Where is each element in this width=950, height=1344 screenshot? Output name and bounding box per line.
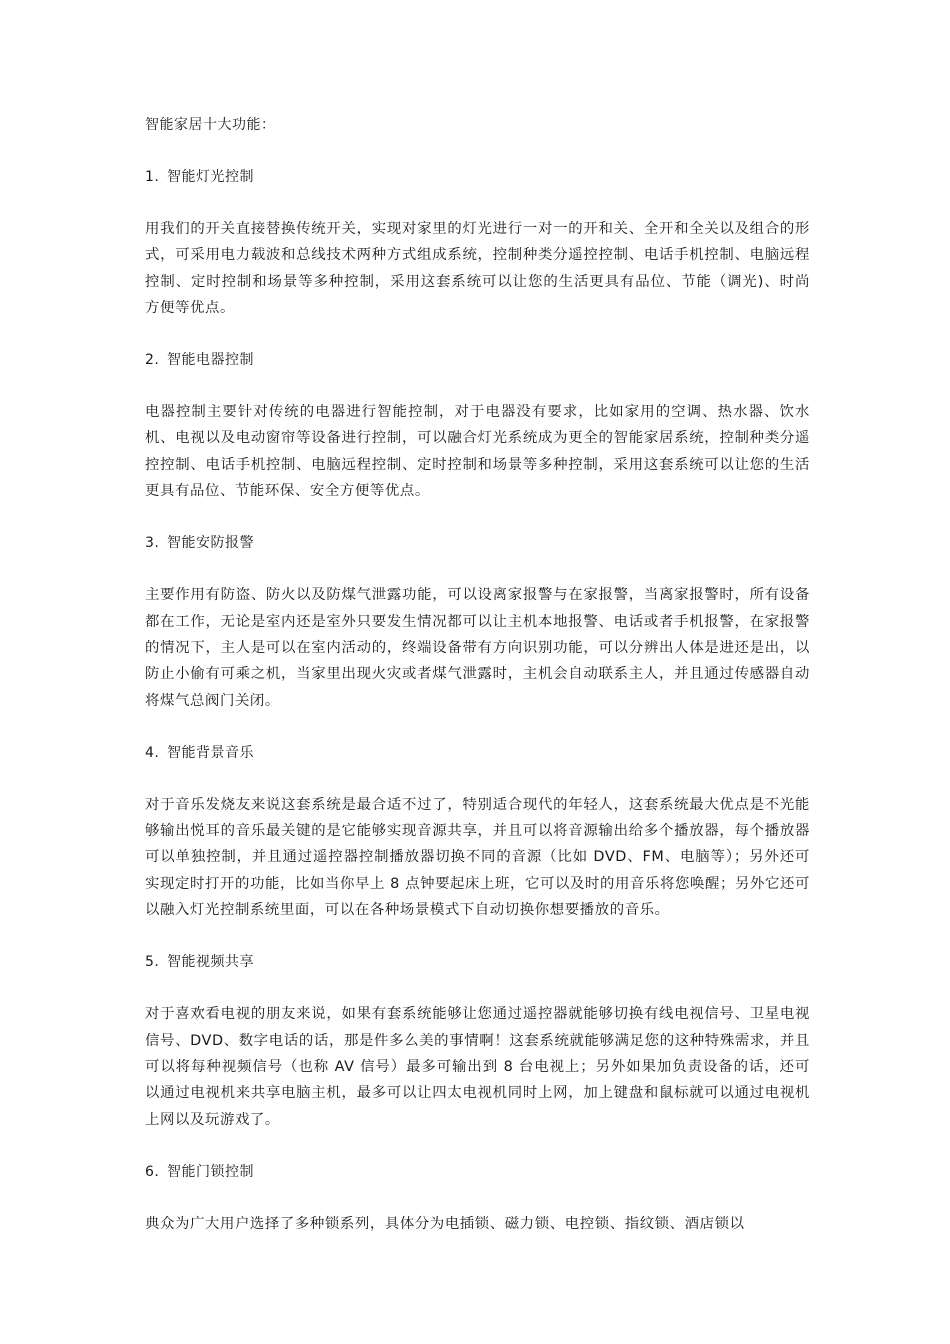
section-number: 2. <box>145 352 160 369</box>
section-background-music <box>145 740 810 923</box>
section-body: 电器控制主要针对传统的电器进行智能控制，对于电器没有要求，比如家用的空调、热水器、饮水机、电视以及电动窗帘等设备进行控制，可以融合灯光系统成为更全的智能家居系统，控制种类分遥控控制、电话手机控制、电脑远程控制、定时控制和场景等多种控制，采用这套系统可以让您的生活更具有品位、节能环保、安全方便等优点。 <box>145 404 810 500</box>
section-number: 6. <box>145 1163 160 1180</box>
section-heading-text: 智能背景音乐 <box>167 744 254 761</box>
section-heading-text: 智能灯光控制 <box>167 169 254 185</box>
section-heading-text: 智能门锁控制 <box>167 1163 254 1180</box>
section-appliance-control <box>145 347 810 504</box>
section-heading-text: 智能视频共享 <box>167 954 254 971</box>
document-title: 智能家居十大功能： <box>145 117 276 133</box>
section-body: 典众为广大用户选择了多种锁系列，具体分为电插锁、磁力锁、电控锁、指纹锁、酒店锁以 <box>145 1215 745 1232</box>
section-number: 5. <box>145 954 160 971</box>
section-lighting-control <box>145 164 810 321</box>
section-body: 对于喜欢看电视的朋友来说，如果有套系统能够让您通过遥控器就能够切换有线电视信号、卫星电视信号、DVD、数字电话的话，那是件多么美的事情啊！这套系统就能够满足您的这种特殊需求，并且可以将每种视频信号（也称 AV 信号）最多可输出到 8 台电视上；另外如果加负责设备的话，还可以通过电视机来共享电脑主机，最多可以让四太电视机同时上网，加上键盘和鼠标就可以通过电视机上网以及玩游戏了。 <box>145 1006 810 1128</box>
section-heading <box>145 740 810 766</box>
section-heading-text: 智能安防报警 <box>167 535 254 552</box>
section-number: 1. <box>145 169 160 185</box>
section-heading <box>145 164 810 190</box>
section-number: 3. <box>145 535 160 552</box>
section-heading-text: 智能电器控制 <box>167 352 254 369</box>
section-heading <box>145 1159 810 1185</box>
section-heading <box>145 949 810 975</box>
section-heading <box>145 347 810 373</box>
section-door-lock-control <box>145 1159 810 1237</box>
section-number: 4. <box>145 744 160 761</box>
section-body: 用我们的开关直接替换传统开关，实现对家里的灯光进行一对一的开和关、全开和全关以及组合的形式，可采用电力载波和总线技术两种方式组成系统，控制种类分遥控控制、电话手机控制、电脑远程控制、定时控制和场景等多种控制，采用这套系统可以让您的生活更具有品位、节能（调光)、时尚方便等优点。 <box>145 221 810 316</box>
section-body: 对于音乐发烧友来说这套系统是最合适不过了，特别适合现代的年轻人，这套系统最大优点是不光能够输出悦耳的音乐最关键的是它能够实现音源共享，并且可以将音源输出给多个播放器，每个播放器可以单独控制，并且通过遥控器控制播放器切换不同的音源（比如 DVD、FM、电脑等）；另外还可实现定时打开的功能，比如当你早上 8 点钟要起床上班，它可以及时的用音乐将您唤醒；另外它还可以融入灯光控制系统里面，可以在各种场景模式下自动切换你想要播放的音乐。 <box>145 796 810 919</box>
section-security-alarm <box>145 530 810 713</box>
document-page <box>145 112 810 1263</box>
section-video-sharing <box>145 949 810 1132</box>
section-body: 主要作用有防盗、防火以及防煤气泄露功能，可以设离家报警与在家报警，当离家报警时，所有设备都在工作，无论是室内还是室外只要发生情况都可以让主机本地报警、电话或者手机报警，在家报警的情况下，主人是可以在室内活动的，终端设备带有方向识别功能，可以分辨出人体是进还是出，以防止小偷有可乘之机，当家里出现火灾或者煤气泄露时，主机会自动联系主人，并且通过传感器自动将煤气总阀门关闭。 <box>145 587 810 709</box>
section-heading <box>145 530 810 556</box>
